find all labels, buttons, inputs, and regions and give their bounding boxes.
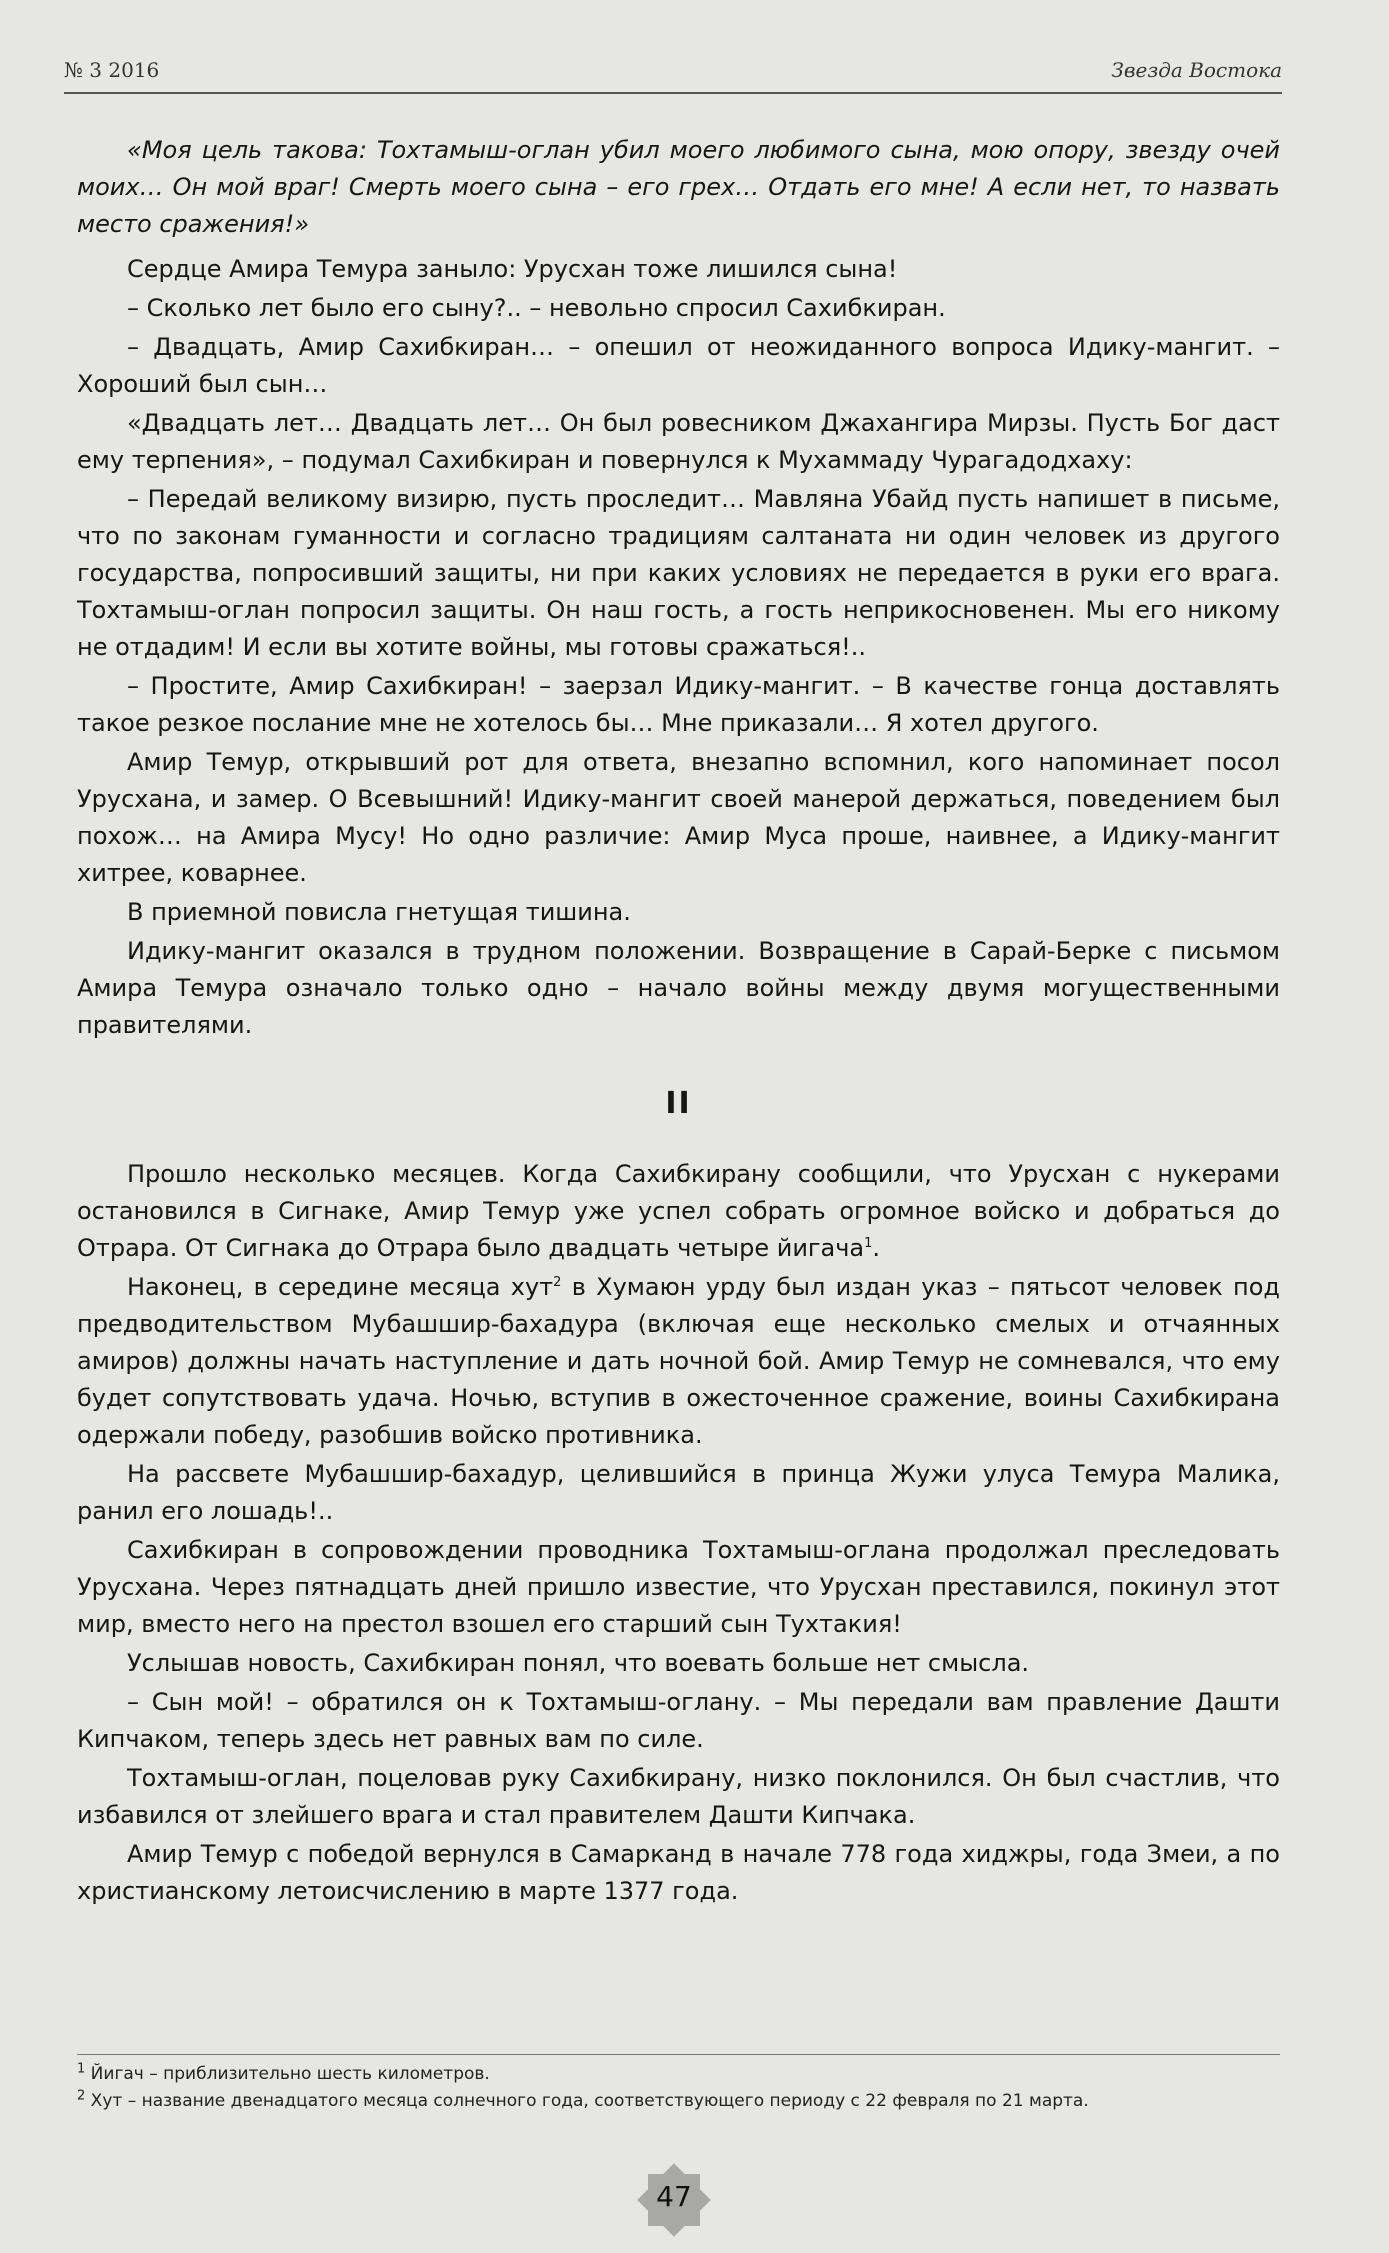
footnote-number: 2 [77,2088,86,2104]
paragraph-text: На рассвете Мубашшир-бахадур, целившийся в принца Жужи улуса Темура Малика, ранил его лошадь!.. [77,1460,1280,1525]
page-number: 47 [656,2180,692,2213]
paragraph [77,1532,1280,1643]
paragraph: – Сколько лет было его сыну?.. – невольно спросил Сахибкиран. [127,294,946,322]
footnote-text: Йигач – приблизительно шесть километров. [85,2064,490,2084]
paragraph-quote: «Моя цель такова: Тохтамыш-оглан убил моего любимого сына, мою опору, звезду очей моих… Он мой враг! Смерть моего сына – его грех… Отдать его мне! А если нет, то назвать место сражения!» [77,136,1280,238]
footnote-ref: 2 [553,1275,562,1290]
paragraph-text: – Сын мой! – обратился он к Тохтамыш-оглану. – Мы передали вам правление Дашти Кипчаком, теперь здесь нет равных вам по силе. [77,1688,1280,1753]
issue-label: № 3 2016 [64,58,160,82]
paragraph [77,1760,1280,1834]
footnote [77,2061,1280,2088]
article-body [77,132,1280,1912]
paragraph [77,1684,1280,1758]
paragraph-text-tail: в Хумаюн урду был издан указ – пятьсот человек под предводительством Мубашшир-бахадура (включая еще несколько смелых и отчаянных амиров) должны начать наступление и дать ночной бой. Амир Темур не сомневался, что ему будет сопутствовать удача. Ночью, вступив в ожесточенное сражение, воины Сахибкирана одержали победу, разобшив войско противника. [77,1273,1280,1449]
paragraph [77,1836,1280,1910]
paragraph-text: Услышав новость, Сахибкиран понял, что воевать больше нет смысла. [127,1649,1030,1677]
paragraph-text: Сахибкиран в сопровождении проводника Тохтамыш-оглана продолжал преследовать Урусхана. Через пятнадцать дней пришло известие, что Урусхан преставился, покинул этот мир, вместо него на престол взошел его старший сын Тухтакия! [77,1536,1280,1638]
page-number-badge [634,2160,714,2240]
paragraph: Сердце Амира Темура заныло: Урусхан тоже лишился сына! [127,255,898,283]
paragraph: Идику-мангит оказался в трудном положении. Возвращение в Сарай-Берке с письмом Амира Темура означало только одно – начало войны между двумя могущественными правителями. [77,937,1280,1039]
paragraph: В приемной повисла гнетущая тишина. [127,898,631,926]
footnotes [77,2054,1280,2115]
paragraph-text: Тохтамыш-оглан, поцеловав руку Сахибкирану, низко поклонился. Он был счастлив, что избавился от злейшего врага и стал правителем Дашти Кипчака. [77,1764,1280,1829]
footnote-number: 1 [77,2061,86,2077]
paragraph-text: Наконец, в середине месяца хут [127,1273,554,1301]
footnote-text: Хут – название двенадцатого месяца солнечного года, соответствующего периоду с 22 февраля по 21 марта. [85,2091,1089,2111]
paragraph-text: Прошло несколько месяцев. Когда Сахибкирану сообщили, что Урусхан с нукерами остановился в Сигнаке, Амир Темур уже успел собрать огромное войско и добраться до Отрара. От Сигнака до Отрара было двадцать четыре йигача [77,1160,1280,1262]
section-number: II [665,1086,692,1121]
paragraph: Амир Темур, открывший рот для ответа, внезапно вспомнил, кого напоминает посол Урусхана, и замер. О Всевышний! Идику-мангит своей манерой держаться, поведением был похож… на Амира Мусу! Но одно различие: Амир Муса проше, наивнее, а Идику-мангит хитрее, коварнее. [77,748,1280,887]
paragraph: – Простите, Амир Сахибкиран! – заерзал Идику-мангит. – В качестве гонца доставлять такое резкое послание мне не хотелось бы… Мне приказали… Я хотел другого. [77,672,1280,737]
paragraph: – Передай великому визирю, пусть проследит… Мавляна Убайд пусть напишет в письме, что по законам гуманности и согласно традициям салтаната ни один человек из другого государства, попросивший защиты, ни при каких условиях не передается в руки его врага. Тохтамыш-оглан попросил защиты. Он наш гость, а гость неприкосновенен. Мы его никому не отдадим! И если вы хотите войны, мы готовы сражаться!.. [77,485,1280,661]
paragraph [77,1456,1280,1530]
footnote-ref: 1 [864,1236,873,1251]
journal-title: Звезда Востока [1111,58,1282,82]
paragraph [77,1645,1280,1682]
paragraph: – Двадцать, Амир Сахибкиран… – опешил от неожиданного вопроса Идику-мангит. – Хороший был сын… [77,333,1280,398]
paragraph [77,1156,1280,1267]
paragraph: «Двадцать лет… Двадцать лет… Он был ровесником Джахангира Мирзы. Пусть Бог даст ему терпения», – подумал Сахибкиран и повернулся к Мухаммаду Чурагадодхаху: [77,409,1280,474]
paragraph-text-tail: . [872,1234,881,1262]
footnote [77,2088,1280,2115]
paragraph-text: Амир Темур с победой вернулся в Самарканд в начале 778 года хиджры, года Змеи, а по христианскому летоисчислению в марте 1377 года. [77,1840,1280,1905]
paragraph [77,1269,1280,1454]
running-header [64,56,1282,94]
